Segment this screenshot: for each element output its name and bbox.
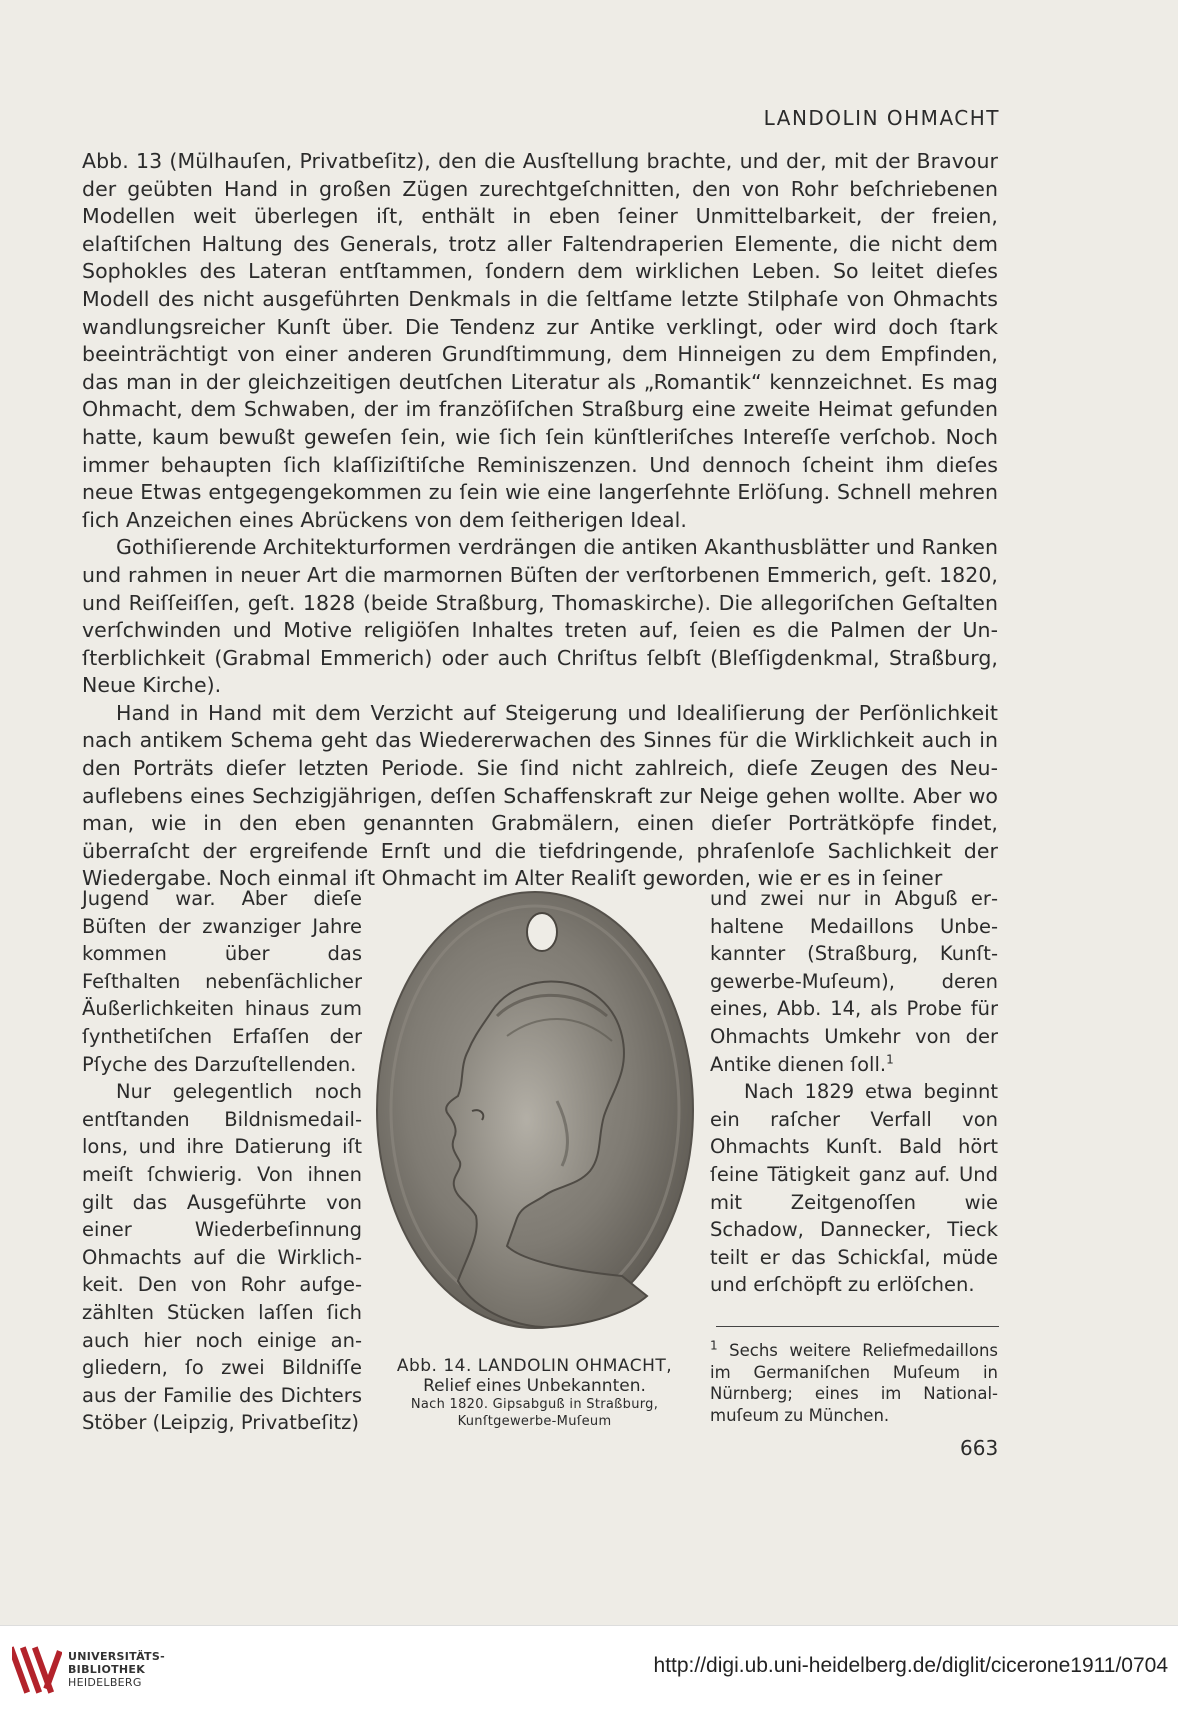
footnote-text: Sechs weitere Reliefmedaillons im Germaniſchen Muſeum in Nürnberg; eines im Nationalmuſeum zu München. (710, 1341, 998, 1425)
caption-line-2: Relief eines Unbekannten. (423, 1376, 646, 1396)
right-paragraph-2: Nach 1829 etwa beginnt ein raſcher Verfall von Ohmachts Kunſt. Bald hört ſeine Tätigkeit ganz auf. Und mit Zeitgenoſſen wie Schadow, Dannecker, Tieck teilt er das Schickſal, müde und erſchöpft zu erlöſchen. (710, 1080, 998, 1297)
viewer-footer (0, 1625, 1178, 1712)
footnote-divider (716, 1326, 999, 1327)
right-column-text (710, 885, 998, 1299)
left-column-text (82, 885, 362, 1437)
main-text (82, 148, 998, 893)
left-paragraph-2: Nur gelegentlich noch entſtanden Bildnismedaillons, und ihre Datierung iſt meiſt ſchwierig. Von ihnen gilt das Ausgeführte von einer Wiederbeſinnung Ohmachts auf die Wirklichkeit. Den von Rohr aufgezählten Stücken laſſen ſich auch hier noch einige angliedern, ſo zwei Bildniſſe aus der Familie des Dichters Stöber (Leipzig, Privatbeſitz) (82, 1080, 362, 1435)
medallion-figure (372, 886, 697, 1338)
footnote-ref: 1 (886, 1052, 894, 1067)
caption-line-3: Nach 1820. Gipsabguß in Straßburg, (410, 1397, 659, 1412)
paragraph-2: Gothiſierende Architekturformen verdrängen die antiken Akanthusblätter und Ranken und rahmen in neuer Art die marmornen Büſten der verſtorbenen Emmerich, geſt. 1820, und Reiſſeiſſen, geſt. 1828 (beide Straßburg, Thomaskirche). Die allegoriſchen Geſtalten verſchwinden und Motive religiöſen Inhaltes treten auf, ſeien es die Palmen der Unſterblichkeit (Grabmal Emmerich) oder auch Chriſtus ſelbſt (Bleſſigdenkmal, Straßburg, Neue Kirche). (82, 535, 998, 698)
medallion-relief-image (372, 886, 697, 1338)
university-library-logo-icon (12, 1640, 62, 1700)
caption-line-1: Abb. 14. LANDOLIN OHMACHT, (396, 1356, 673, 1376)
right-paragraph-1 (710, 885, 998, 1078)
right-paragraph-1-text: und zwei nur in Abguß erhaltene Medaillons Unbekannter (Straßburg, Kunſtgewerbe-Muſeum), deren eines, Abb. 14, als Probe für Ohmachts Umkehr von der Antike dienen ſoll. (710, 887, 998, 1076)
figure-caption (372, 1356, 697, 1430)
left-paragraph-1: Jugend war. Aber dieſe Büſten der zwanziger Jahre kommen über das Feſthalten nebenſächlicher Äußerlichkeiten hinaus zum ſynthetiſchen Erfaſſen der Pſyche des Darzuſtellenden. (82, 887, 362, 1076)
running-head: LANDOLIN OHMACHT (763, 106, 1000, 130)
paragraph-3: Hand in Hand mit dem Verzicht auf Steigerung und Idealiſierung der Perſönlichkeit nach antikem Schema geht das Wiedererwachen des Sinnes für die Wirklichkeit auch in den Porträts dieſer letzten Periode. Sie ſind nicht zahlreich, dieſe Zeugen des Neuauflebens eines Sechzigjährigen, deſſen Schaffenskraft zur Neige gehen wollte. Aber wo man, wie in den eben genannten Grabmälern, einen dieſer Porträtköpfe findet, überraſcht der ergreifende Ernſt und die tiefdringende, phraſenloſe Sachlichkeit der Wiedergabe. Noch einmal iſt Ohmacht im Alter Realiſt geworden, wie er es in ſeiner (82, 700, 998, 891)
footnote-marker: 1 (710, 1338, 718, 1353)
footnote (710, 1340, 998, 1426)
library-name (68, 1650, 165, 1689)
library-name-line-2: BIBLIOTHEK (68, 1663, 146, 1676)
library-name-line-3: HEIDELBERG (68, 1676, 142, 1689)
library-name-line-1: UNIVERSITÄTS- (68, 1650, 165, 1663)
permalink-url[interactable]: http://digi.ub.uni-heidelberg.de/diglit/cicerone1911/0704 (653, 1654, 1168, 1677)
caption-line-4: Kunſtgewerbe-Muſeum (457, 1414, 612, 1429)
page-number: 663 (960, 1436, 999, 1460)
paragraph-1: Abb. 13 (Mülhauſen, Privatbeſitz), den die Ausſtellung brachte, und der, mit der Bravour der geübten Hand in großen Zügen zurechtgeſchnitten, den von Rohr beſchriebenen Modellen weit überlegen iſt, enthält in eben ſeiner Unmittelbarkeit, der freien, elaſtiſchen Haltung des Generals, trotz aller Faltendraperien Elemente, die nicht dem Sophokles des Lateran entſtammen, ſondern dem wirklichen Leben. So leitet dieſes Modell des nicht ausgeführten Denkmals in die ſeltſame letzte Stilphaſe von Ohmachts wandlungsreicher Kunſt über. Die Tendenz zur Antike verklingt, oder wird doch ſtark beeinträchtigt von einer anderen Grundſtimmung, dem Hinneigen zu dem Empfinden, das man in der gleichzeitigen deutſchen Literatur als „Romantik“ kennzeichnet. Es mag Ohmacht, dem Schwaben, der im franzöſiſchen Straßburg eine zweite Heimat gefunden hatte, kaum bewußt geweſen ſein, wie ſich ſein künſtleriſches Intereſſe verſchob. Noch immer behaupten ſich klaſſiziſtiſche Reminiszenzen. Und dennoch ſcheint ihm dieſes neue Etwas entgegengekommen zu ſein wie eine langerſehnte Erlöſung. Schnell mehren ſich Anzeichen eines Abrückens von dem ſeitherigen Ideal. (82, 149, 998, 532)
